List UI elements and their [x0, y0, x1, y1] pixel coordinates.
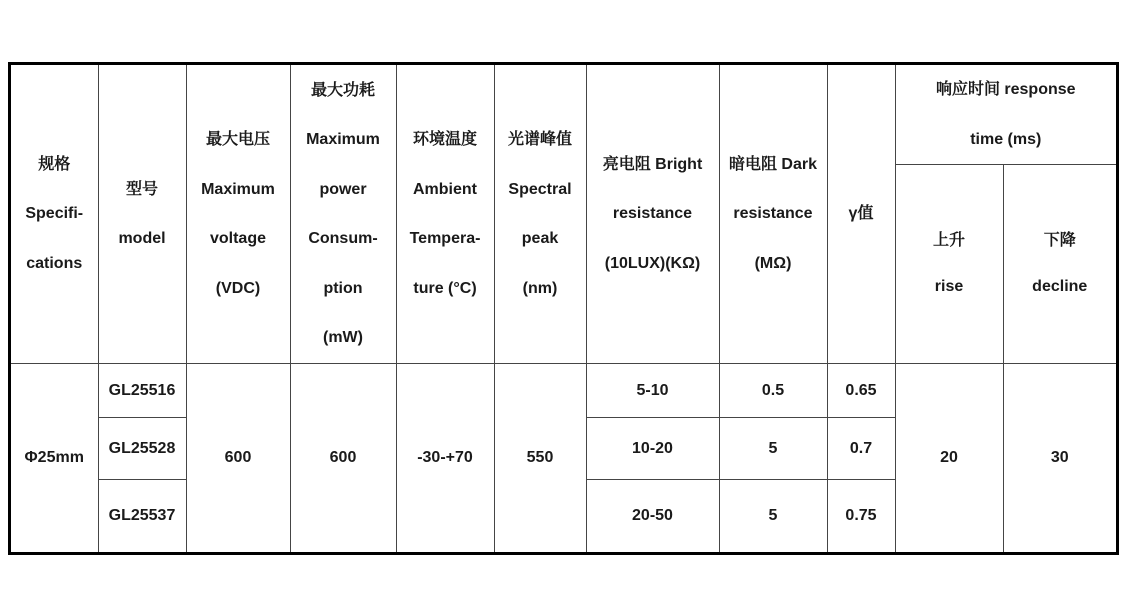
header-decline-line: 下降 [1043, 232, 1076, 249]
header-spectral-peak [494, 65, 586, 364]
header-dark-resistance-line: resistance [733, 205, 813, 223]
header-max-power-line: (mW) [323, 329, 363, 346]
header-dark-resistance-line: (MΩ) [754, 254, 792, 272]
cell-gamma-1: 0.7 [827, 418, 895, 480]
header-model-line: model [118, 230, 166, 247]
header-ambient-temp-line: Tempera- [409, 230, 481, 247]
header-dark-resistance [719, 65, 827, 364]
cell-ambient-temp: -30-+70 [396, 364, 494, 552]
header-response-time-line: time (ms) [970, 130, 1042, 148]
header-rise-line: 上升 [932, 232, 965, 249]
header-gamma-line: γ值 [848, 205, 874, 223]
header-rise-line: rise [934, 278, 964, 295]
header-spectral-peak-line: (nm) [522, 279, 558, 297]
header-max-power-line: 最大功耗 [310, 81, 375, 99]
cell-gamma-0: 0.65 [827, 364, 895, 418]
cell-model-2: GL25537 [98, 480, 186, 552]
spec-table-wrapper [8, 62, 1119, 555]
cell-bright-res-1: 10-20 [586, 418, 719, 480]
header-bright-resistance [586, 65, 719, 364]
header-ambient-temp-line: Ambient [413, 180, 477, 198]
header-rise [895, 165, 1003, 364]
header-spec-line: cations [26, 254, 83, 272]
header-gamma [827, 65, 895, 364]
cell-bright-res-0: 5-10 [586, 364, 719, 418]
cell-bright-res-2: 20-50 [586, 480, 719, 552]
spec-table [11, 65, 1116, 552]
header-model [98, 65, 186, 364]
header-bright-resistance-line: resistance [612, 205, 693, 223]
header-max-power [290, 65, 396, 364]
header-ambient-temp-line: ture (°C) [413, 279, 477, 297]
header-ambient-temp-line: 环境温度 [412, 131, 477, 148]
header-ambient-temp [396, 65, 494, 364]
cell-rise: 20 [895, 364, 1003, 552]
header-max-voltage-line: voltage [209, 230, 266, 247]
header-max-voltage-line: Maximum [201, 180, 275, 198]
cell-dark-res-0: 0.5 [719, 364, 827, 418]
cell-dark-res-2: 5 [719, 480, 827, 552]
header-max-power-line: power [319, 180, 367, 198]
cell-decline: 30 [1003, 364, 1116, 552]
header-max-voltage-line: 最大电压 [205, 131, 270, 148]
header-max-voltage [186, 65, 290, 364]
header-spec-line: 规格 [38, 155, 71, 173]
header-max-power-line: Consum- [308, 230, 378, 247]
cell-max-power: 600 [290, 364, 396, 552]
header-decline [1003, 165, 1116, 364]
cell-dark-res-1: 5 [719, 418, 827, 480]
header-row [11, 65, 1116, 165]
header-bright-resistance-line: 亮电阻 Bright [602, 155, 703, 173]
cell-spec: Φ25mm [11, 364, 98, 552]
cell-model-1: GL25528 [98, 418, 186, 480]
header-spectral-peak-line: Spectral [508, 180, 572, 198]
header-decline-line: decline [1032, 278, 1088, 295]
header-max-voltage-line: (VDC) [215, 279, 261, 297]
cell-max-voltage: 600 [186, 364, 290, 552]
header-response-time-line: 响应时间 response [935, 81, 1076, 98]
header-max-power-line: Maximum [306, 131, 380, 148]
header-model-line: 型号 [125, 180, 158, 198]
table-row [11, 364, 1116, 418]
header-dark-resistance-line: 暗电阻 Dark [728, 155, 818, 173]
header-response-time [895, 65, 1116, 165]
header-spectral-peak-line: peak [521, 230, 559, 247]
header-spectral-peak-line: 光谱峰值 [507, 131, 572, 148]
cell-spectral-peak: 550 [494, 364, 586, 552]
header-spec [11, 65, 98, 364]
cell-model-0: GL25516 [98, 364, 186, 418]
header-bright-resistance-line: (10LUX)(KΩ) [604, 254, 701, 272]
header-max-power-line: ption [323, 279, 363, 297]
header-spec-line: Specifi- [25, 205, 84, 223]
cell-gamma-2: 0.75 [827, 480, 895, 552]
